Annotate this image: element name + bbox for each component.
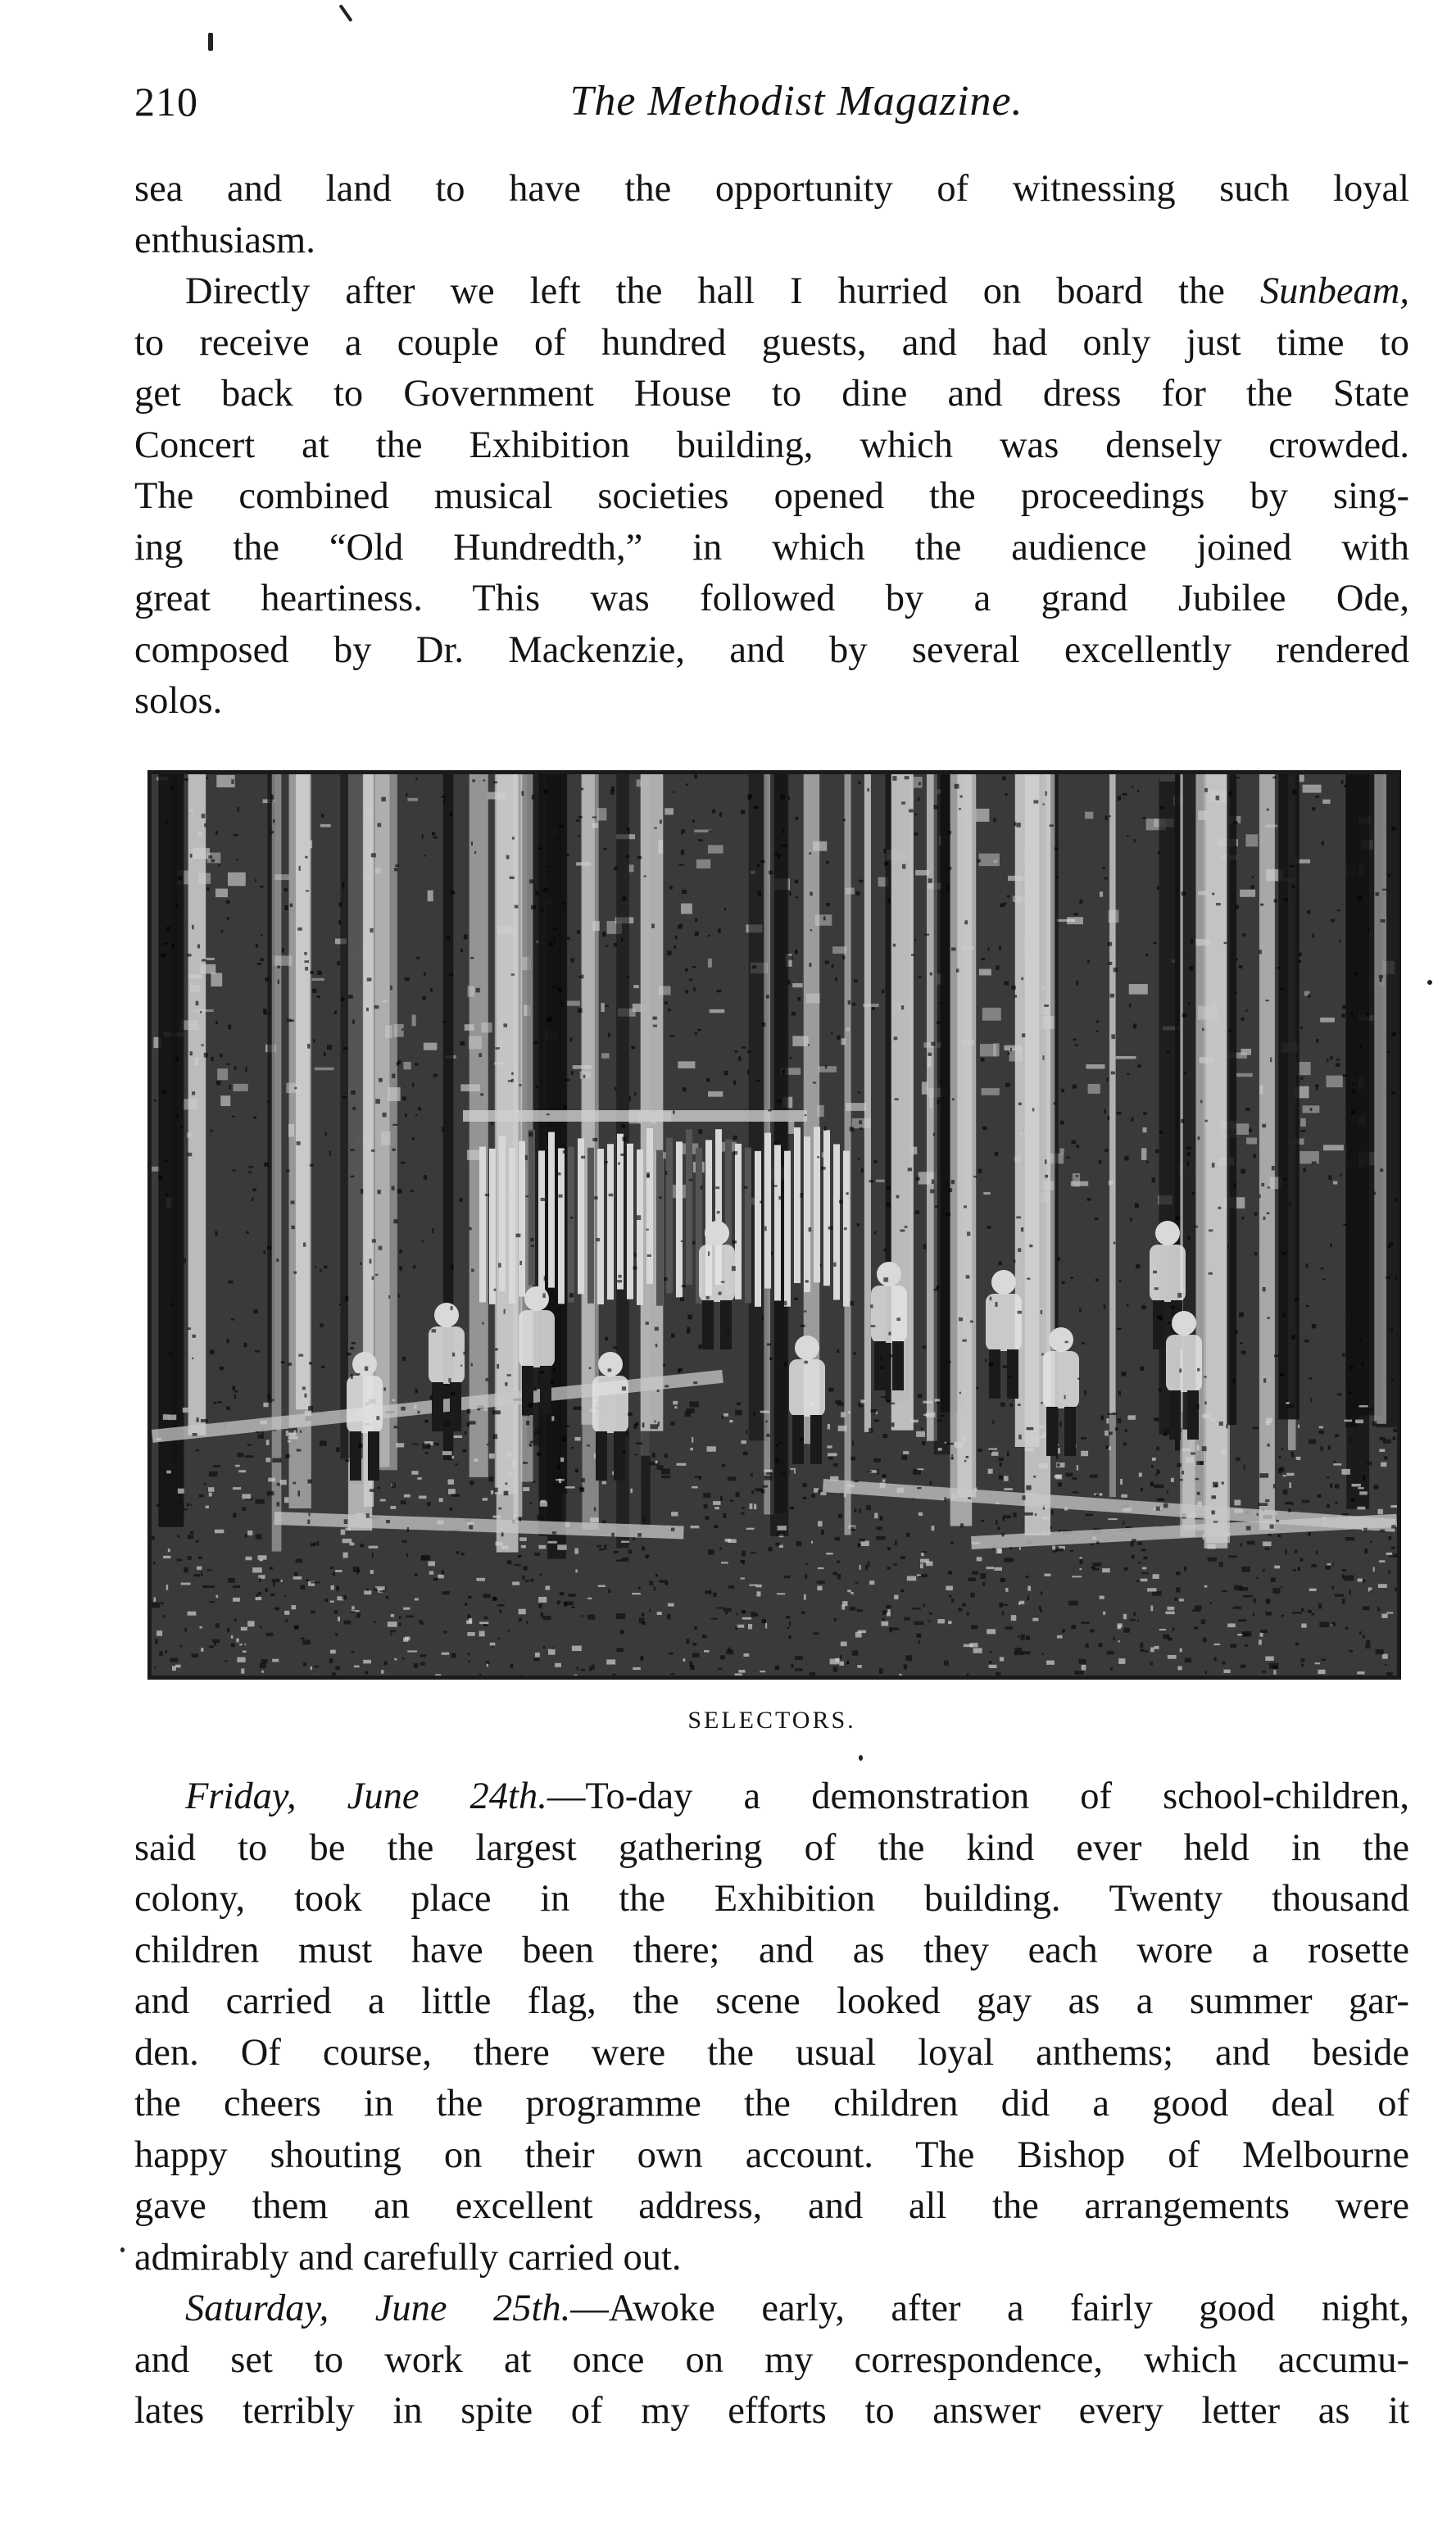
text-line: get back to Government House to dine and dress for the State xyxy=(134,373,1409,415)
ship-name: Sunbeam, xyxy=(1259,270,1409,312)
text-line: the cheers in the programme the children did a good deal of xyxy=(134,2083,1409,2125)
page-number: 210 xyxy=(134,79,198,125)
text-line: solos. xyxy=(134,680,223,722)
text-line: Concert at the Exhibition building, which was densely crowded. xyxy=(134,424,1409,466)
top-text-block xyxy=(134,164,1409,728)
scan-speck xyxy=(338,4,352,22)
text-line: lates terribly in spite of my efforts to answer every letter as it xyxy=(134,2390,1409,2432)
text-line: happy shouting on their own account. The Bishop of Melbourne xyxy=(134,2134,1409,2176)
running-title: The Methodist Magazine. xyxy=(569,78,1023,125)
text-line: Directly after we left the hall I hurried on board the Sunbeam, xyxy=(185,270,1409,312)
scan-speck xyxy=(208,33,213,51)
text-line: and set to work at once on my correspondence, which accumu- xyxy=(134,2338,1409,2381)
scan-speck xyxy=(859,1755,863,1761)
text-line: children must have been there; and as they each wore a rosette xyxy=(134,1929,1409,1971)
text-line: colony, took place in the Exhibition building. Twenty thousand xyxy=(134,1878,1409,1920)
text-line: great heartiness. This was followed by a grand Jubilee Ode, xyxy=(134,578,1409,619)
bottom-text-block xyxy=(134,1771,1409,2438)
text-line: and carried a little flag, the scene looked gay as a summer gar- xyxy=(134,1980,1409,2022)
selectors-photograph xyxy=(147,770,1401,1680)
text-line: enthusiasm. xyxy=(134,219,315,261)
date-heading: Friday, June 24th. xyxy=(185,1775,547,1817)
date-heading: Saturday, June 25th. xyxy=(185,2288,571,2329)
text-line: Saturday, June 25th.—Awoke early, after a fairly good night, xyxy=(185,2288,1409,2329)
text-line: sea and land to have the opportunity of witnessing such loyal xyxy=(134,168,1409,210)
scan-speck xyxy=(1427,980,1432,985)
scan-speck xyxy=(120,2247,125,2252)
text-line: The combined musical societies opened the proceedings by sing- xyxy=(134,475,1409,517)
text-line: admirably and carefully carried out. xyxy=(134,2236,682,2279)
forest-photo-illustration xyxy=(152,774,1397,1676)
text-line: said to be the largest gathering of the kind ever held in the xyxy=(134,1826,1409,1869)
text-line: gave them an excellent address, and all the arrangements were xyxy=(134,2185,1409,2227)
text-line: composed by Dr. Mackenzie, and by several excellently rendered xyxy=(134,628,1409,671)
text-line: Friday, June 24th.—To-day a demonstration of school-children, xyxy=(185,1775,1409,1817)
text-line: den. Of course, there were the usual loyal anthems; and beside xyxy=(134,2031,1409,2074)
page-header xyxy=(134,72,1409,131)
text-line: to receive a couple of hundred guests, and had only just time to xyxy=(134,321,1409,364)
figure-caption: SELECTORS. xyxy=(687,1707,856,1734)
text-line: ing the “Old Hundredth,” in which the audience joined with xyxy=(134,526,1409,569)
